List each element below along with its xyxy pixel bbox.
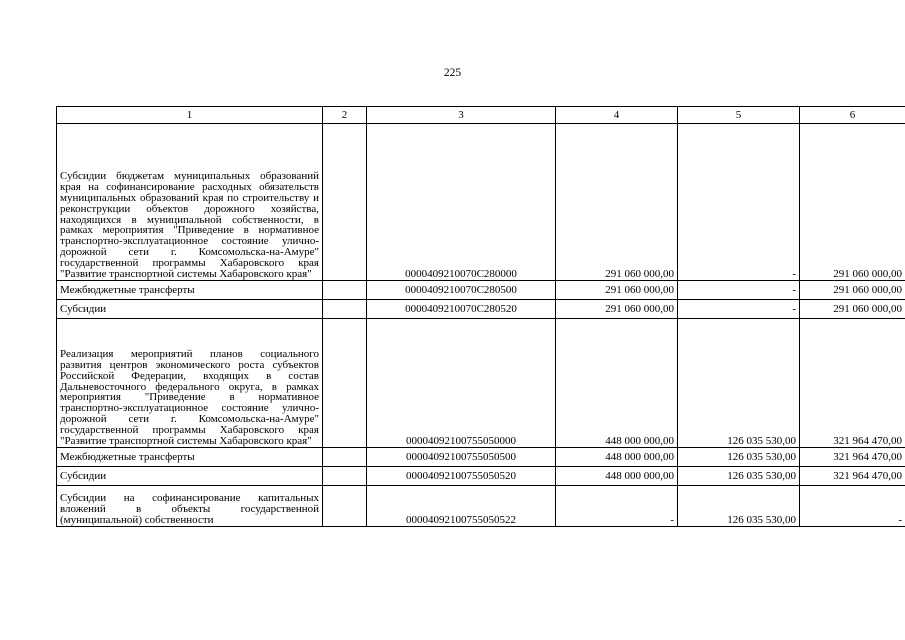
table-row — [57, 319, 905, 448]
row-amount-5: 126 035 530,00 — [678, 486, 800, 527]
table-row — [57, 486, 905, 527]
table-header-row — [57, 107, 905, 124]
row-amount-6: 321 964 470,00 — [800, 448, 905, 467]
row-amount-5: - — [678, 281, 800, 300]
header-col-2: 2 — [323, 107, 367, 124]
row-code: 0000409210070С280500 — [367, 281, 556, 300]
row-code: 00004092100755050522 — [367, 486, 556, 527]
row-name: Субсидии — [57, 300, 323, 319]
row-code: 00004092100755050520 — [367, 467, 556, 486]
row-name: Межбюджетные трансферты — [57, 281, 323, 300]
row-name: Межбюджетные трансферты — [57, 448, 323, 467]
row-amount-6: 321 964 470,00 — [800, 319, 905, 448]
row-amount-4: 448 000 000,00 — [556, 448, 678, 467]
header-col-6: 6 — [800, 107, 905, 124]
row-code: 00004092100755050000 — [367, 319, 556, 448]
row-amount-6: - — [800, 486, 905, 527]
row-amount-5: - — [678, 300, 800, 319]
row-amount-4: - — [556, 486, 678, 527]
row-col2 — [323, 319, 367, 448]
row-amount-4: 291 060 000,00 — [556, 124, 678, 281]
row-name: Субсидии бюджетам муниципальных образований края на софинансирование расходных обязательств муниципальных образований края по строительству и реконструкции объектов дорожного хозяйства, находящихся в муниципальной собственности, в рамках мероприятия "Приведение в нормативное транспортно-эксплуатационное состояние улично-дорожной сети г. Комсомольска-на-Амуре" государственной программы Хабаровского края "Развитие транспортной системы Хабаровского края" — [57, 124, 323, 281]
table-row — [57, 448, 905, 467]
row-amount-4: 448 000 000,00 — [556, 319, 678, 448]
page-number: 225 — [443, 67, 462, 79]
header-col-3: 3 — [367, 107, 556, 124]
row-col2 — [323, 486, 367, 527]
header-col-1: 1 — [57, 107, 323, 124]
row-col2 — [323, 300, 367, 319]
row-col2 — [323, 448, 367, 467]
budget-table — [56, 106, 905, 527]
row-name: Реализация мероприятий планов социального развития центров экономического роста субъектов Российской Федерации, входящих в состав Дальневосточного федерального округа, в рамках мероприятия "Приведение в нормативное транспортно-эксплуатационное состояние улично-дорожной сети г. Комсомольска-на-Амуре" государственной программы Хабаровского края "Развитие транспортной системы Хабаровского края" — [57, 319, 323, 448]
table-row — [57, 124, 905, 281]
table-row — [57, 281, 905, 300]
row-amount-6: 291 060 000,00 — [800, 300, 905, 319]
row-amount-5: 126 035 530,00 — [678, 467, 800, 486]
header-col-5: 5 — [678, 107, 800, 124]
row-amount-6: 321 964 470,00 — [800, 467, 905, 486]
row-code: 0000409210070С280000 — [367, 124, 556, 281]
row-code: 00004092100755050500 — [367, 448, 556, 467]
table-row — [57, 467, 905, 486]
row-col2 — [323, 124, 367, 281]
row-col2 — [323, 467, 367, 486]
row-amount-5: - — [678, 124, 800, 281]
table-row — [57, 300, 905, 319]
row-amount-4: 291 060 000,00 — [556, 300, 678, 319]
row-amount-6: 291 060 000,00 — [800, 281, 905, 300]
row-name: Субсидии — [57, 467, 323, 486]
row-amount-4: 448 000 000,00 — [556, 467, 678, 486]
row-col2 — [323, 281, 367, 300]
row-amount-5: 126 035 530,00 — [678, 448, 800, 467]
row-name: Субсидии на софинансирование капитальных вложений в объекты государственной (муниципальной) собственности — [57, 486, 323, 527]
row-code: 0000409210070С280520 — [367, 300, 556, 319]
row-amount-4: 291 060 000,00 — [556, 281, 678, 300]
row-amount-6: 291 060 000,00 — [800, 124, 905, 281]
header-col-4: 4 — [556, 107, 678, 124]
row-amount-5: 126 035 530,00 — [678, 319, 800, 448]
